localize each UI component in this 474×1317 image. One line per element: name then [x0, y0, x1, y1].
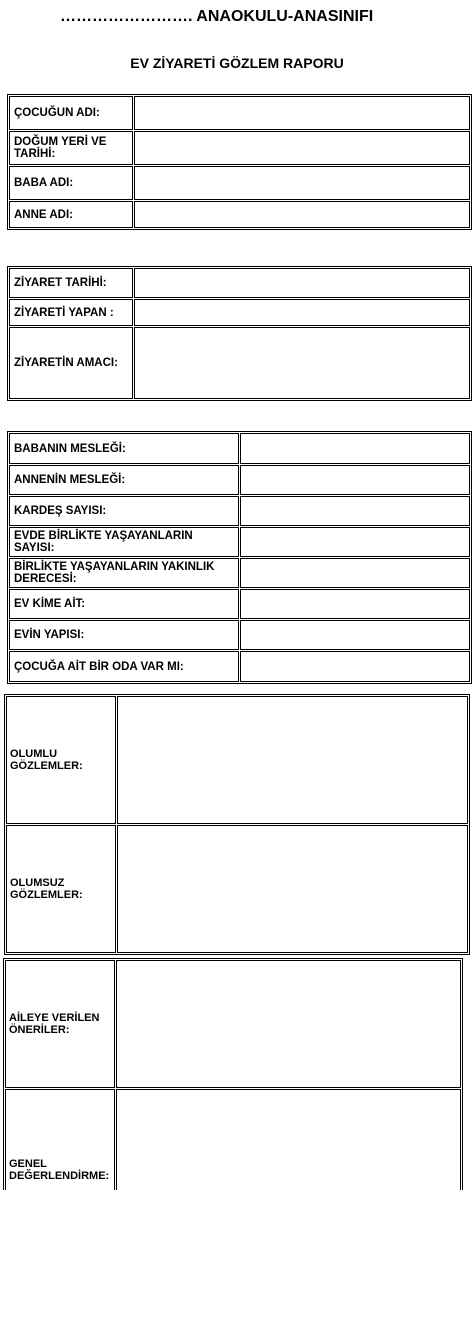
home-owner-field[interactable] [240, 589, 470, 619]
field-label: ANNENİN MESLEĞİ: [9, 465, 239, 495]
household-count-field[interactable] [240, 527, 470, 557]
visit-date-field[interactable] [134, 268, 470, 298]
mother-name-field[interactable] [134, 201, 470, 228]
field-label: ZİYARETİ YAPAN : [9, 299, 133, 326]
field-label: ÇOCUĞA AİT BİR ODA VAR MI: [9, 651, 239, 682]
child-room-field[interactable] [240, 651, 470, 682]
child-info-table [7, 94, 472, 230]
school-title: ……………………. ANAOKULU-ANASINIFI [60, 8, 374, 25]
father-occupation-field[interactable] [240, 433, 470, 464]
field-label: DOĞUM YERİ VE TARİHİ: [9, 131, 133, 165]
field-label: EVDE BİRLİKTE YAŞAYANLARIN SAYISI: [9, 527, 239, 557]
table-row [5, 960, 461, 1088]
field-label: BİRLİKTE YAŞAYANLARIN YAKINLIK DERECESİ: [9, 558, 239, 588]
home-structure-field[interactable] [240, 620, 470, 650]
positive-observations-field[interactable] [117, 696, 468, 824]
table-row [9, 327, 470, 399]
table-row [9, 651, 470, 682]
field-label: ZİYARET TARİHİ: [9, 268, 133, 298]
visit-purpose-field[interactable] [134, 327, 470, 399]
general-evaluation-field[interactable] [116, 1089, 461, 1190]
table-row [9, 131, 470, 165]
table-row [9, 433, 470, 464]
table-row [9, 527, 470, 557]
field-label: GENEL DEĞERLENDİRME: [5, 1089, 115, 1190]
table-row [9, 620, 470, 650]
field-label: BABA ADI: [9, 166, 133, 200]
father-name-field[interactable] [134, 166, 470, 200]
field-label: BABANIN MESLEĞİ: [9, 433, 239, 464]
table-row [9, 96, 470, 130]
table-row [9, 299, 470, 326]
table-row [5, 1089, 461, 1190]
report-title: EV ZİYARETİ GÖZLEM RAPORU [130, 55, 344, 71]
field-label: ÇOCUĞUN ADI: [9, 96, 133, 130]
field-label: EV KİME AİT: [9, 589, 239, 619]
table-row [9, 496, 470, 526]
family-info-table [7, 431, 472, 684]
table-row [6, 696, 468, 824]
sibling-count-field[interactable] [240, 496, 470, 526]
field-label: ZİYARETİN AMACI: [9, 327, 133, 399]
field-label: AİLEYE VERİLEN ÖNERİLER: [5, 960, 115, 1088]
table-row [9, 268, 470, 298]
table-row [9, 166, 470, 200]
table-row [6, 825, 468, 953]
field-label: KARDEŞ SAYISI: [9, 496, 239, 526]
table-row [9, 465, 470, 495]
negative-observations-field[interactable] [117, 825, 468, 953]
field-label: OLUMLU GÖZLEMLER: [6, 696, 116, 824]
family-recommendations-field[interactable] [116, 960, 461, 1088]
visitor-field[interactable] [134, 299, 470, 326]
field-label: EVİN YAPISI: [9, 620, 239, 650]
child-name-field[interactable] [134, 96, 470, 130]
field-label: ANNE ADI: [9, 201, 133, 228]
visit-info-table [7, 266, 472, 401]
observations-table [4, 694, 470, 955]
field-label: OLUMSUZ GÖZLEMLER: [6, 825, 116, 953]
birthplace-date-field[interactable] [134, 131, 470, 165]
table-row [9, 201, 470, 228]
table-row [9, 558, 470, 588]
mother-occupation-field[interactable] [240, 465, 470, 495]
household-relation-field[interactable] [240, 558, 470, 588]
recommendations-container [3, 958, 465, 1190]
recommendations-table [3, 958, 463, 1190]
table-row [9, 589, 470, 619]
